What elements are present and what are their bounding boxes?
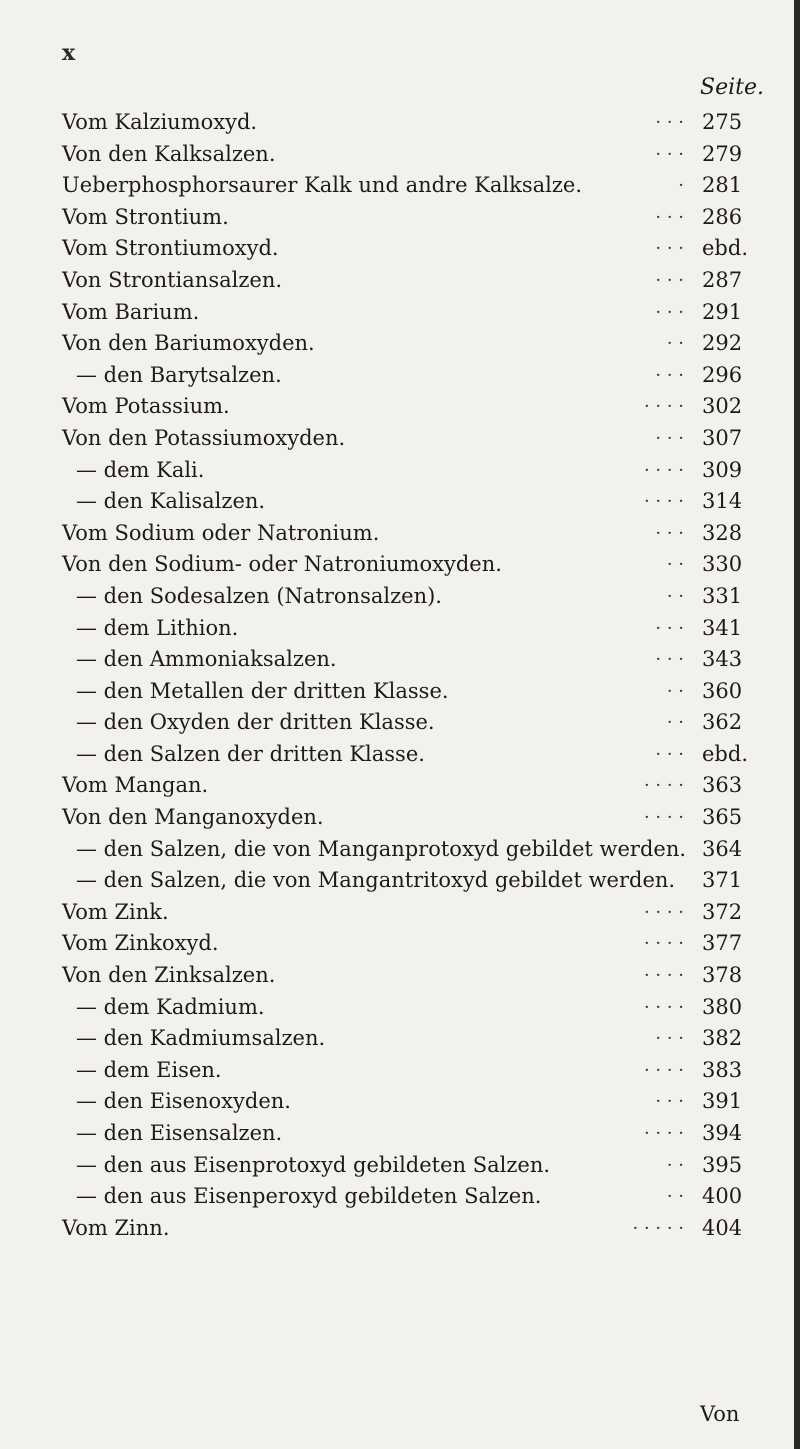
toc-leader-dots: · · ·: [655, 112, 684, 133]
toc-entry-title: — den aus Eisenprotoxyd gebildeten Salzen.: [76, 1152, 551, 1177]
toc-entry-title: — den Ammoniaksalzen.: [76, 647, 337, 672]
toc-entry: [62, 139, 762, 171]
toc-leader-dots: · · ·: [655, 143, 684, 165]
toc-entry: [62, 928, 762, 960]
toc-entry-title: — den Sodesalzen (Natronsalzen).: [76, 583, 442, 608]
toc-entry-title: — den Salzen, die von Manganprotoxyd gebildet werden.: [76, 836, 687, 861]
toc-entry: [62, 486, 762, 518]
toc-entry-title: Von den Zinksalzen.: [62, 963, 276, 988]
toc-entry-page: 394: [702, 1121, 743, 1145]
toc-leader-dots: · · · ·: [643, 491, 684, 513]
toc-entry-title: Vom Kalziumoxyd.: [62, 110, 258, 134]
toc-entry: [62, 107, 762, 139]
toc-leader-dots: · · · ·: [643, 459, 684, 481]
toc-leader-dots: · ·: [666, 712, 684, 734]
toc-leader-dots: · · · ·: [643, 965, 684, 987]
toc-entry: [62, 1181, 762, 1213]
toc-entry-title: Von den Sodium- oder Natroniumoxyden.: [62, 552, 502, 577]
toc-entry-page: 363: [702, 773, 743, 798]
toc-entry-title: Vom Strontium.: [62, 204, 229, 229]
toc-entry-title: Ueberphosphorsaurer Kalk und andre Kalksalze.: [62, 173, 583, 198]
toc-entry: [62, 328, 762, 360]
toc-entry: [62, 202, 762, 234]
toc-entry-page: 380: [702, 994, 743, 1019]
page-column-header: Seite.: [700, 75, 764, 100]
toc-entry-title: Vom Strontiumoxyd.: [62, 236, 279, 261]
toc-entry: [62, 360, 762, 392]
toc-entry: [62, 644, 762, 676]
toc-entry-page: 309: [702, 457, 743, 482]
toc-entry-page: 292: [702, 331, 743, 356]
toc-entry: [62, 1213, 762, 1245]
toc-entry: [62, 391, 762, 423]
toc-entry-page: 275: [702, 110, 743, 134]
toc-leader-dots: · ·: [666, 333, 684, 355]
toc-entry-title: — den Barytsalzen.: [76, 362, 282, 387]
toc-entry-page: 391: [702, 1089, 743, 1114]
toc-entry-title: — den Kalisalzen.: [76, 489, 266, 514]
toc-leader-dots: · ·: [666, 1186, 684, 1208]
toc-leader-dots: · · ·: [655, 427, 684, 449]
toc-entry-page: 330: [702, 552, 743, 577]
toc-leader-dots: · · ·: [655, 649, 684, 671]
toc-entry-title: Von den Kalksalzen.: [62, 141, 276, 166]
toc-entry: [62, 1150, 762, 1182]
toc-entry: [62, 676, 762, 708]
toc-entry-page: 307: [702, 425, 743, 450]
toc-entry-title: Vom Zinkoxyd.: [62, 931, 219, 956]
toc-entry-title: — den Salzen, die von Mangantritoxyd gebildet werden.: [76, 868, 676, 893]
toc-leader-dots: · ·: [666, 1154, 684, 1176]
toc-entry-title: Vom Mangan.: [62, 773, 209, 798]
toc-leader-dots: · · · ·: [643, 933, 684, 955]
toc-leader-dots: · · · ·: [643, 1123, 684, 1144]
toc-entry-page: 343: [702, 647, 743, 672]
toc-entry: [62, 265, 762, 297]
toc-entry-title: — den aus Eisenperoxyd gebildeten Salzen.: [76, 1184, 542, 1209]
toc-entry-title: Von den Potassiumoxyden.: [62, 425, 346, 450]
toc-entry: [62, 802, 762, 834]
toc-entry-page: 371: [702, 868, 743, 893]
toc-entry-page: 286: [702, 204, 743, 229]
toc-entry-title: — den Eisenoxyden.: [76, 1089, 291, 1114]
toc-entry-page: 328: [702, 520, 743, 545]
toc-leader-dots: · · · ·: [643, 1059, 684, 1081]
toc-entry: [62, 1118, 762, 1150]
toc-entry-title: Vom Zink.: [62, 899, 169, 924]
toc-entry: [62, 581, 762, 613]
toc-leader-dots: · · ·: [655, 522, 684, 544]
toc-leader-dots: · · ·: [655, 617, 684, 639]
toc-entry-page: ebd.: [702, 236, 748, 261]
toc-entry-title: — dem Lithion.: [76, 615, 239, 640]
toc-entry-page: 365: [702, 805, 743, 830]
toc-entry-page: 404: [702, 1215, 743, 1240]
toc-entry-page: 377: [702, 931, 743, 956]
toc-entry: [62, 992, 762, 1024]
toc-entry-title: Vom Barium.: [62, 299, 200, 324]
toc-entry-page: 341: [702, 615, 743, 640]
toc-entry: [62, 865, 762, 897]
toc-entry-page: 378: [702, 963, 743, 988]
toc-leader-dots: · ·: [666, 680, 684, 702]
toc-leader-dots: · · · ·: [643, 901, 684, 923]
toc-entry-page: 372: [702, 899, 743, 924]
toc-entry-page: 360: [702, 678, 743, 703]
toc-leader-dots: · ·: [666, 585, 684, 607]
toc-entry-page: 281: [702, 173, 743, 198]
toc-entry: [62, 770, 762, 802]
toc-leader-dots: · · · ·: [643, 775, 684, 797]
toc-entry: [62, 960, 762, 992]
toc-leader-dots: · · ·: [655, 1091, 684, 1113]
toc-entry: [62, 1023, 762, 1055]
toc-entry-title: — den Kadmiumsalzen.: [76, 1026, 326, 1051]
toc-leader-dots: · · · ·: [643, 396, 684, 418]
toc-entry: [62, 739, 762, 771]
toc-entry-page: 400: [702, 1184, 743, 1209]
toc-entry: [62, 170, 762, 202]
toc-entry: [62, 549, 762, 581]
toc-entry-page: 383: [702, 1057, 743, 1082]
toc-entry-page: 287: [702, 267, 743, 292]
toc-entry-page: 382: [702, 1026, 743, 1051]
toc-leader-dots: · · · ·: [643, 996, 684, 1018]
toc-entry-title: Vom Zinn.: [62, 1215, 170, 1240]
toc-leader-dots: · · ·: [655, 1028, 684, 1050]
toc-entry-title: — den Metallen der dritten Klasse.: [76, 678, 449, 703]
toc-entry-page: 395: [702, 1152, 743, 1177]
toc-entry-title: — den Eisensalzen.: [76, 1121, 283, 1145]
toc-entry-title: Von den Manganoxyden.: [62, 805, 324, 830]
toc-entry: [62, 518, 762, 550]
toc-entry: [62, 834, 762, 866]
toc-leader-dots: · · ·: [655, 364, 684, 386]
toc-entry: [62, 423, 762, 455]
toc-entry-title: — dem Eisen.: [76, 1057, 222, 1082]
toc-entry-title: Von den Bariumoxyden.: [62, 331, 315, 356]
toc-entry-title: — dem Kadmium.: [76, 994, 265, 1019]
table-of-contents: [62, 107, 762, 1244]
page-edge-shadow: [794, 0, 800, 1449]
toc-leader-dots: · · ·: [655, 238, 684, 260]
catchword: Von: [700, 1402, 740, 1426]
toc-entry-page: 331: [702, 583, 743, 608]
toc-entry-page: 291: [702, 299, 743, 324]
toc-entry-title: Vom Potassium.: [62, 394, 230, 419]
toc-leader-dots: · ·: [666, 554, 684, 576]
toc-entry-page: 279: [702, 141, 743, 166]
toc-entry: [62, 1086, 762, 1118]
toc-entry: [62, 297, 762, 329]
corner-mark: x: [62, 40, 76, 66]
toc-entry: [62, 897, 762, 929]
toc-entry-title: Vom Sodium oder Natronium.: [62, 520, 380, 545]
toc-entry-page: 302: [702, 394, 743, 419]
toc-leader-dots: · · ·: [655, 743, 684, 765]
toc-entry: [62, 707, 762, 739]
toc-entry: [62, 455, 762, 487]
toc-leader-dots: · · ·: [655, 206, 684, 228]
toc-leader-dots: ·: [678, 175, 684, 197]
toc-entry-page: 314: [702, 489, 743, 514]
toc-leader-dots: · · ·: [655, 301, 684, 323]
toc-entry-page: 364: [702, 836, 743, 861]
toc-leader-dots: · · ·: [655, 269, 684, 291]
toc-entry-title: Von Strontiansalzen.: [62, 267, 283, 292]
toc-entry: [62, 613, 762, 645]
toc-entry-title: — den Oxyden der dritten Klasse.: [76, 710, 435, 735]
toc-entry-title: — den Salzen der dritten Klasse.: [76, 741, 425, 766]
toc-entry-page: 362: [702, 710, 743, 735]
toc-entry-page: 296: [702, 362, 743, 387]
toc-entry-title: — dem Kali.: [76, 457, 205, 482]
toc-entry: [62, 1055, 762, 1087]
toc-entry: [62, 233, 762, 265]
toc-entry-page: ebd.: [702, 741, 748, 766]
toc-leader-dots: · · · · ·: [632, 1217, 684, 1239]
toc-leader-dots: · · · ·: [643, 807, 684, 829]
